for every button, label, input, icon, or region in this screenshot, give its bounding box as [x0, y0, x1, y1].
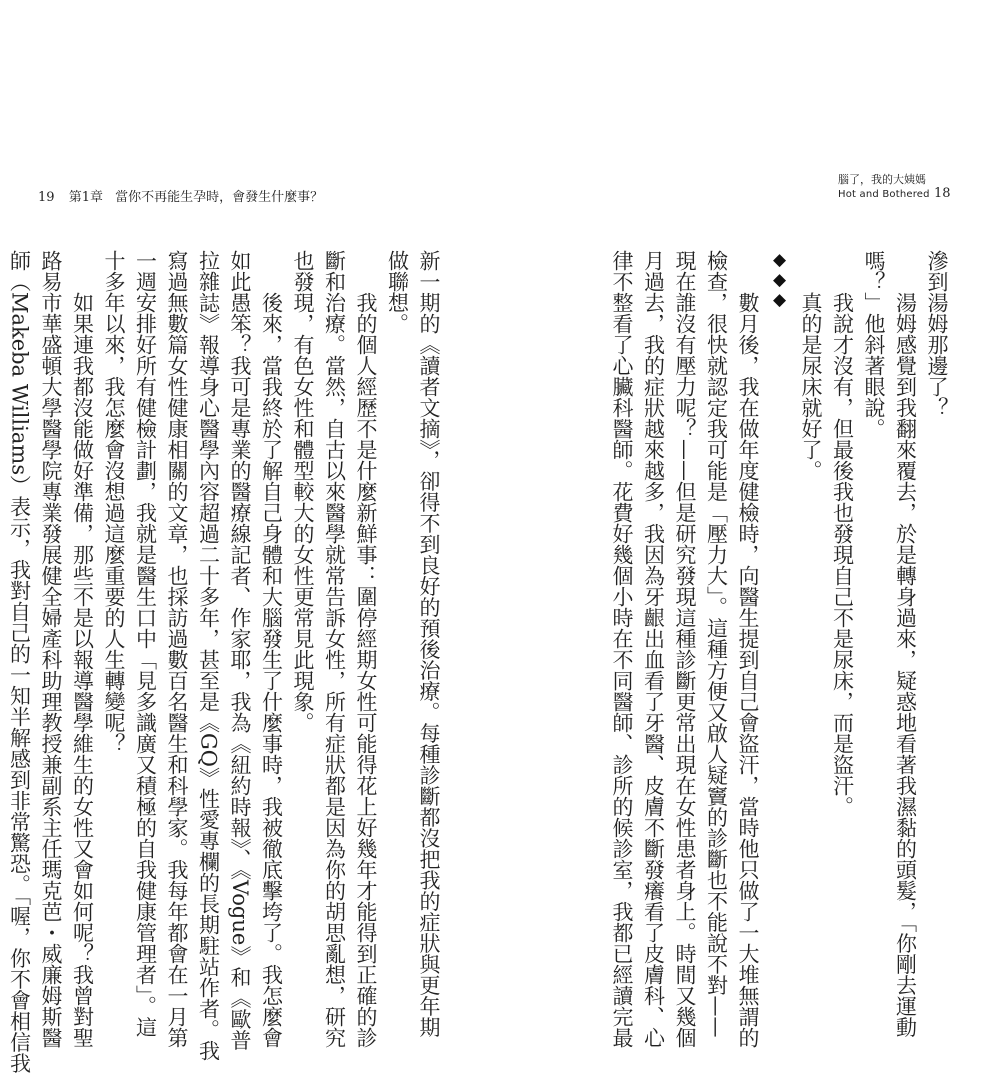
book-title-en: Hot and Bothered — [838, 189, 930, 200]
text-column: 嗎？」他斜著眼說。 — [862, 250, 886, 439]
text-column: 我的個人經歷不是什麼新鮮事：圍停經期女性可能得花上好幾年才能得到正確的診 — [354, 250, 378, 1048]
text-column: 寫過無數篇女性健康相關的文章，也採訪過數百名醫生和科學家。我每年都會在一月第 — [165, 250, 189, 1048]
text-column: 檢查，很快就認定我可能是「壓力大」。這種方便又啟人疑竇的診斷也不能說不對—— — [704, 250, 729, 1038]
text-column: 真的是尿床就好了。 — [799, 250, 823, 481]
chapter-title: 當你不再能生孕時，會發生什麼事？ — [115, 190, 324, 205]
right-page-body — [564, 250, 952, 1048]
text-column: 月過去，我的症狀越來越多，我因為牙齦出血看了牙醫、皮膚不斷發癢看了皮膚科、心 — [641, 250, 666, 1048]
text-column: 律不整看了心臟科醫師。花費好幾個小時在不同醫師、診所的候診室，我都已經讀完最 — [610, 250, 634, 1048]
text-column: 拉雜誌》報導身心醫學內容超過二十多年，甚至是《GQ》性愛專欄的長期駐站作者。我 — [196, 250, 221, 1061]
text-column — [0, 250, 3, 798]
text-column: 新一期的《讀者文摘》，卻得不到良好的預後治療。每種診斷都沒把我的症狀與更年期 — [417, 250, 441, 1038]
text-column: 現在誰沒有壓力呢？——但是研究發現這種診斷更常出現在女性患者身上。時間又幾個 — [673, 250, 697, 1048]
book-title: 腦了，我的大姨媽 — [838, 173, 926, 186]
left-page-number: 19 — [38, 190, 55, 205]
text-column: 也發現，有色女性和體型較大的女性更常見此現象。 — [291, 250, 315, 733]
text-column: 斷和治療。當然，自古以來醫學就常告訴女性，所有症狀都是因為你的胡思亂想，研究 — [322, 250, 347, 1048]
text-column: 湯姆感覺到我翻來覆去，於是轉身過來，疑惑地看著我濕黏的頭髮，「你剛去運動 — [893, 250, 918, 1038]
left-page-body — [7, 250, 444, 1074]
text-column: 十多年以來，我怎麼會沒想過這麼重要的人生轉變呢？ — [102, 250, 126, 754]
section-break-diamonds: ◆◆◆ — [769, 250, 790, 310]
text-column: 我說才沒有，但最後我也發現自己不是尿床，而是盜汗。 — [830, 250, 855, 817]
text-column: 數月後，我在做年度健檢時，向醫生提到自己會盜汗，當時他只做了一大堆無謂的 — [736, 250, 760, 1048]
text-column: 滲到湯姆那邊了？ — [925, 250, 949, 418]
right-page-number: 18 — [934, 186, 951, 201]
chapter-label: 第1章 — [68, 190, 103, 205]
text-column: 師（Makeba Williams）表示，我對自己的一知半解感到非常驚恐。「喔，你不會相信我 — [7, 250, 32, 1074]
text-column: 路易市華盛頓大學醫學院專業發展健全婦產科助理教授兼副系主任瑪克芭・威廉姆斯醫 — [39, 250, 63, 1048]
left-page-header — [38, 186, 323, 205]
text-column: 做聯想。 — [385, 250, 410, 334]
text-column: 後來，當我終於了解自己身體和大腦發生了什麼事時，我被徹底擊垮了。我怎麼會 — [259, 250, 284, 1048]
text-column: 如此愚笨？我可是專業的醫療線記者、作家耶，我為《紐約時報》、《Vogue》和《歐普 — [228, 250, 252, 1051]
text-column: 一週安排好所有健檢計劃，我就是醫生口中「見多識廣又積極的自我健康管理者」。這 — [133, 250, 158, 1038]
text-column: 如果連我都沒能做好準備，那些不是以報導醫學維生的女性又會如何呢？我曾對聖 — [70, 250, 95, 1048]
